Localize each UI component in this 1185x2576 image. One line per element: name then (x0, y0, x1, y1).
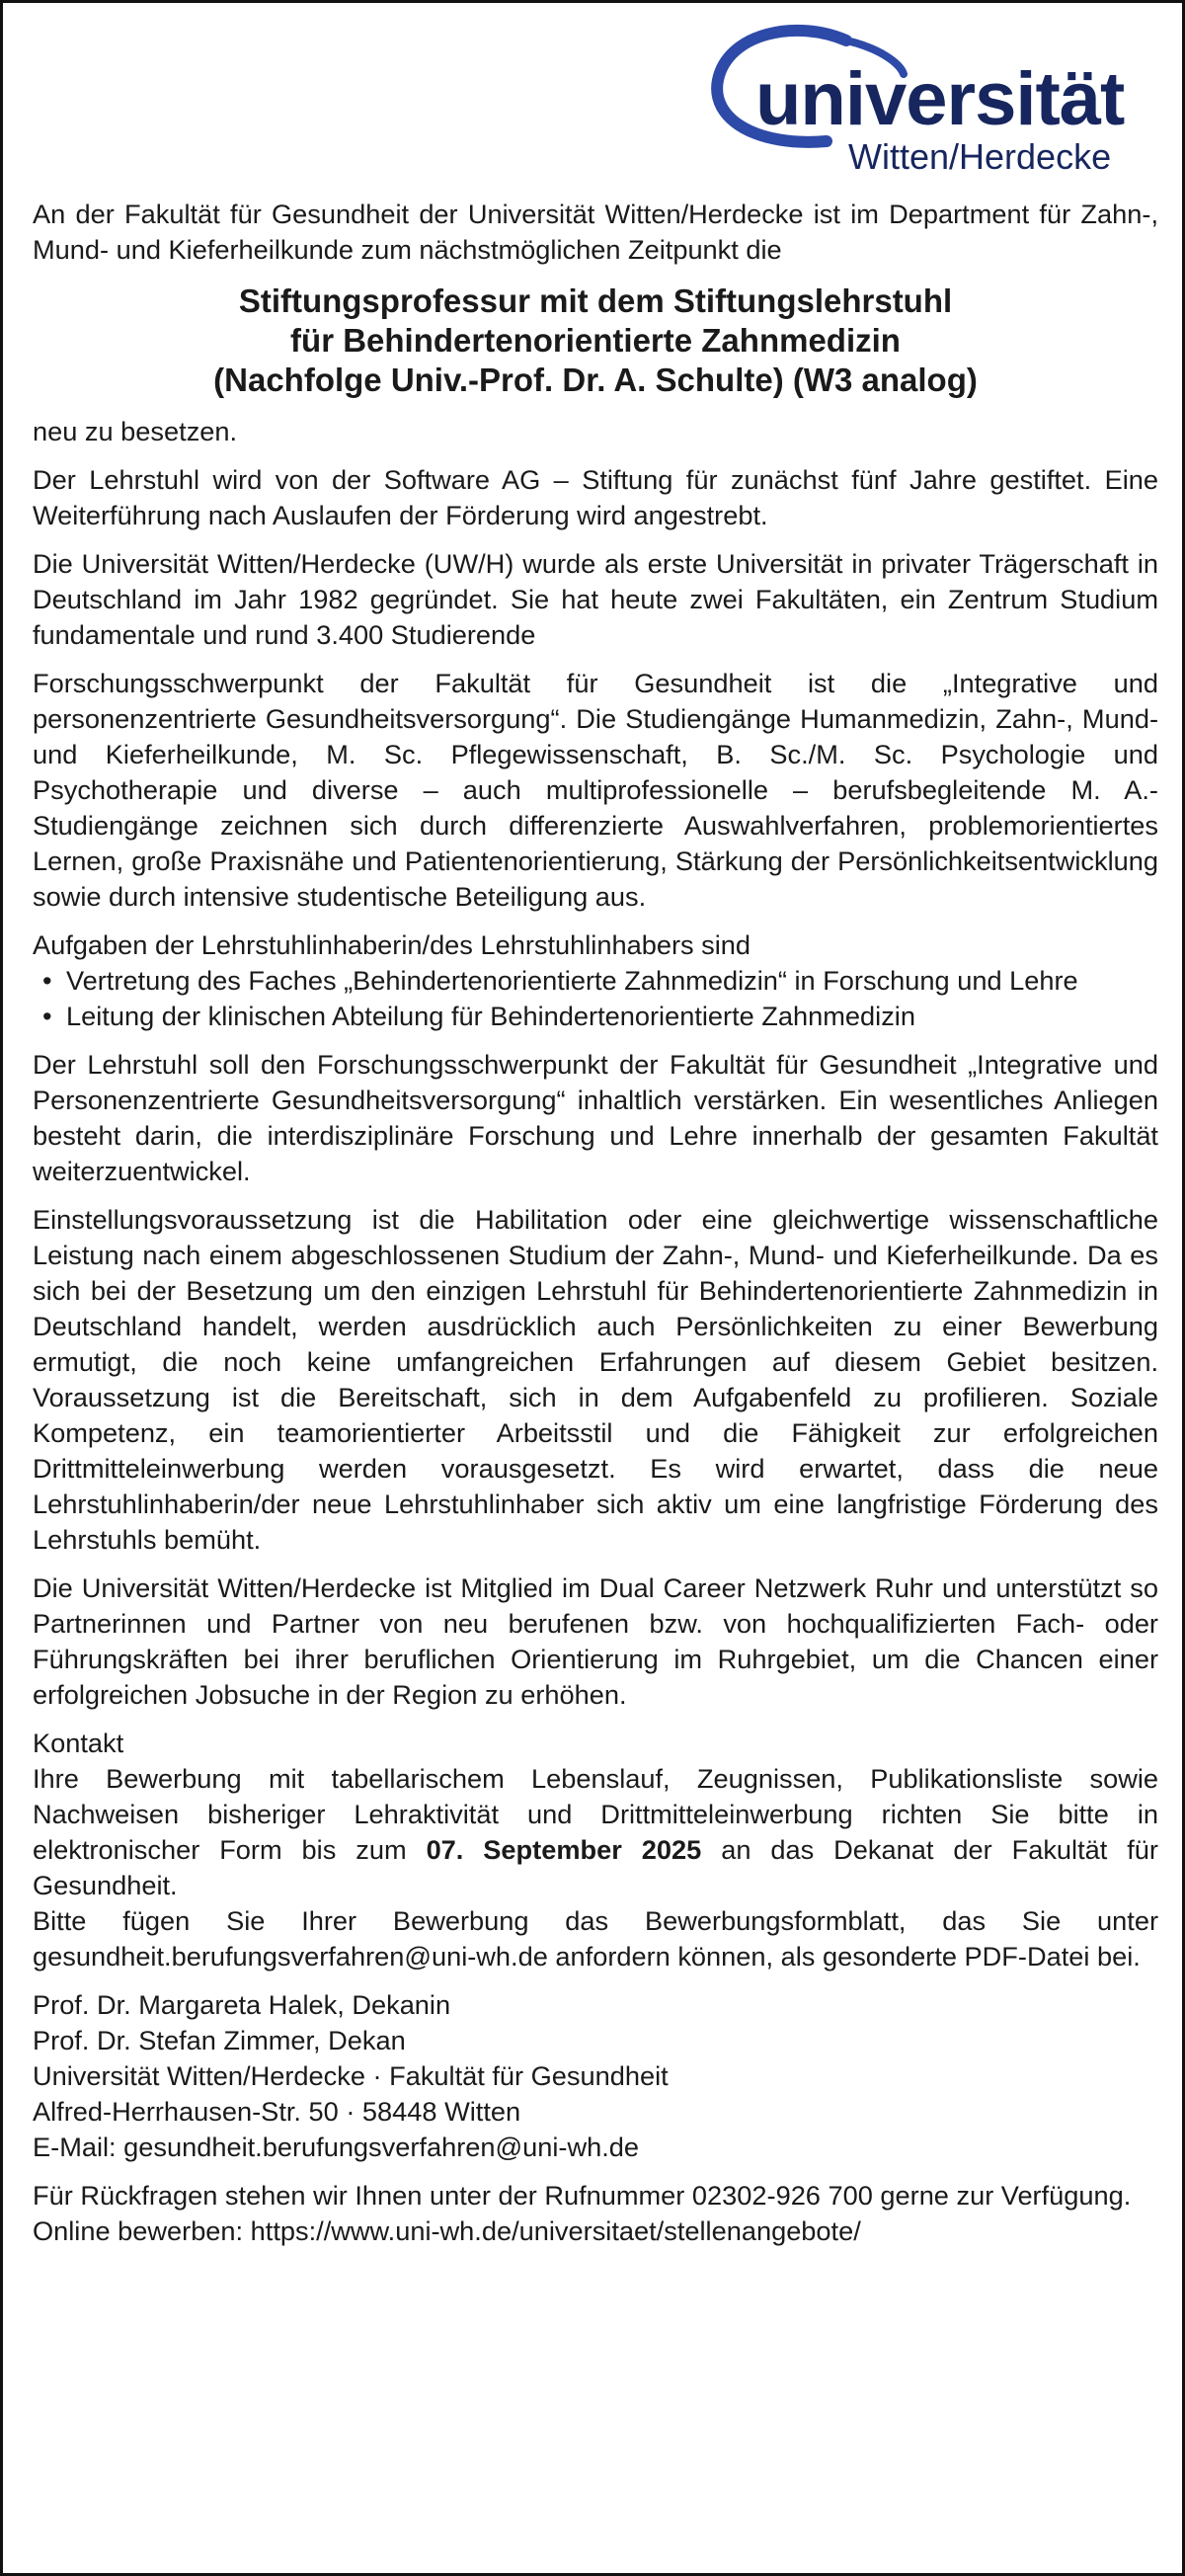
ad-content (33, 197, 1158, 2249)
position-title (33, 282, 1158, 400)
address-line: Universität Witten/Herdecke · Fakultät für Gesundheit (33, 2060, 669, 2091)
application-deadline: 07. September 2025 (426, 1834, 702, 1865)
tasks-list (33, 963, 1158, 1034)
application-text (33, 1761, 1158, 1903)
tasks-heading: Aufgaben der Lehrstuhlinhaberin/des Lehrstuhlinhabers sind (33, 929, 751, 960)
requirements-paragraph: Einstellungsvoraussetzung ist die Habilitation oder eine gleichwertige wissenschaftliche Leistung nach einem abgeschlossenen Studium der Zahn-, Mund- und Kieferheilkunde. Da es sich bei der Besetzung um den einzigen Lehrstuhl für Behindertenorientierte Zahnmedizin in Deutschland handelt, werden ausdrücklich auch Persönlichkeiten zu einer Bewerbung ermutigt, die noch keine umfangreichen Erfahrungen auf diesem Gebiet besitzen. Voraussetzung ist die Bereitschaft, sich in dem Aufgabenfeld zu profilieren. Soziale Kompetenz, ein teamorientierter Arbeitsstil und die Fähigkeit zur erfolgreichen Drittmitteleinwerbung werden vorausgesetzt. Es wird erwartet, dass die neue Lehrstuhlinhaberin/der neue Lehrstuhlinhaber sich aktiv um eine langfristige Förderung des Lehrstuhls bemüht. (33, 1204, 1158, 1555)
title-line-2: für Behindertenorientierte Zahnmedizin (290, 322, 901, 359)
besetzen-text: neu zu besetzen. (33, 416, 238, 446)
chair-paragraph: Der Lehrstuhl soll den Forschungsschwerpunkt der Fakultät für Gesundheit „Integrative und Personenzentrierte Gesundheitsversorgung“ inhaltlich verstärken. Ein wesentliches Anliegen besteht darin, die interdisziplinäre Forschung und Lehre innerhalb der gesamten Fakultät weiterzuentwickel. (33, 1049, 1158, 1186)
intro-text: An der Fakultät für Gesundheit der Universität Witten/Herdecke ist im Department für Zahn-, Mund- und Kieferheilkunde zum nächstmöglichen Zeitpunkt die (33, 199, 1158, 265)
logo-word-post: versität (864, 57, 1125, 141)
address-line: Prof. Dr. Margareta Halek, Dekanin (33, 1989, 451, 2020)
research-paragraph: Forschungsschwerpunkt der Fakultät für Gesundheit ist die „Integrative und personenzentrierte Gesundheitsversorgung“. Die Studiengänge Humanmedizin, Zahn-, Mund- und Kieferheilkunde, M. Sc. Pflegewissenschaft, B. Sc./M. Sc. Psychologie und Psychotherapie und diverse – auch multiprofessionelle – berufsbegleitende M. A.-Studiengänge zeichnen sich durch differenzierte Auswahlverfahren, problemorientiertes Lernen, große Praxisnähe und Patientenorientierung, Stärkung der Persönlichkeitsentwicklung sowie durch intensive studentische Beteiligung aus. (33, 668, 1158, 912)
stiftung-paragraph: Der Lehrstuhl wird von der Software AG – Stiftung für zunächst fünf Jahre gestiftet. Eine Weiterführung nach Auslaufen der Förderung wird angestrebt. (33, 464, 1158, 530)
logo-subtitle: Witten/Herdecke (848, 136, 1112, 177)
contact-heading: Kontakt (33, 1728, 124, 1758)
address-email[interactable]: E-Mail: gesundheit.berufungsverfahren@uni-wh.de (33, 2132, 639, 2162)
form-text: Bitte fügen Sie Ihrer Bewerbung das Bewerbungsformblatt, das Sie unter gesundheit.berufungsverfahren@uni-wh.de anfordern können, als gesonderte PDF-Datei bei. (33, 1905, 1158, 1972)
title-line-3: (Nachfolge Univ.-Prof. Dr. A. Schulte) (W3 analog) (213, 362, 978, 398)
application-text-pre: Ihre Bewerbung mit tabellarischem Lebenslauf, Zeugnissen, Publikationsliste sowie Nachweisen bisheriger Lehraktivität und Drittmitteleinwerbung richten Sie bitte in elektronischer Form bis zum (33, 1763, 1158, 1865)
task-item: • Vertretung des Faches „Behindertenorientierte Zahnmedizin“ in Forschung und Lehre (33, 963, 1158, 999)
address-line: Alfred-Herrhausen-Str. 50 · 58448 Witten (33, 2096, 521, 2127)
university-paragraph: Die Universität Witten/Herdecke (UW/H) wurde als erste Universität in privater Trägerschaft in Deutschland im Jahr 1982 gegründet. Sie hat heute zwei Fakultäten, ein Zentrum Studium fundamentale und rund 3.400 Studierende (33, 548, 1158, 650)
dual-career-paragraph: Die Universität Witten/Herdecke ist Mitglied im Dual Career Netzwerk Ruhr und unterstützt so Partnerinnen und Partner von neu berufenen bzw. von hochqualifizierten Fach- oder Führungskräften bei ihrer beruflichen Orientierung im Ruhrgebiet, um die Chancen einer erfolgreichen Jobsuche in der Region zu erhöhen. (33, 1572, 1158, 1710)
task-item: • Leitung der klinischen Abteilung für Behindertenorientierte Zahnmedizin (33, 999, 1158, 1034)
title-line-1: Stiftungsprofessur mit dem Stiftungslehrstuhl (238, 282, 953, 319)
logo-word-pre: uni (755, 57, 865, 141)
university-logo (698, 23, 1125, 186)
application-text-post: an das Dekanat der Fakultät für Gesundheit. (33, 1834, 1158, 1900)
inquiry-text: Für Rückfragen stehen wir Ihnen unter der Rufnummer 02302-926 700 gerne zur Verfügung. (33, 2180, 1132, 2211)
address-block (33, 1987, 1158, 2165)
online-apply-link[interactable]: Online bewerben: https://www.uni-wh.de/universitaet/stellenangebote/ (33, 2215, 861, 2246)
address-line: Prof. Dr. Stefan Zimmer, Dekan (33, 2025, 406, 2055)
logo-wordmark (755, 56, 1124, 142)
